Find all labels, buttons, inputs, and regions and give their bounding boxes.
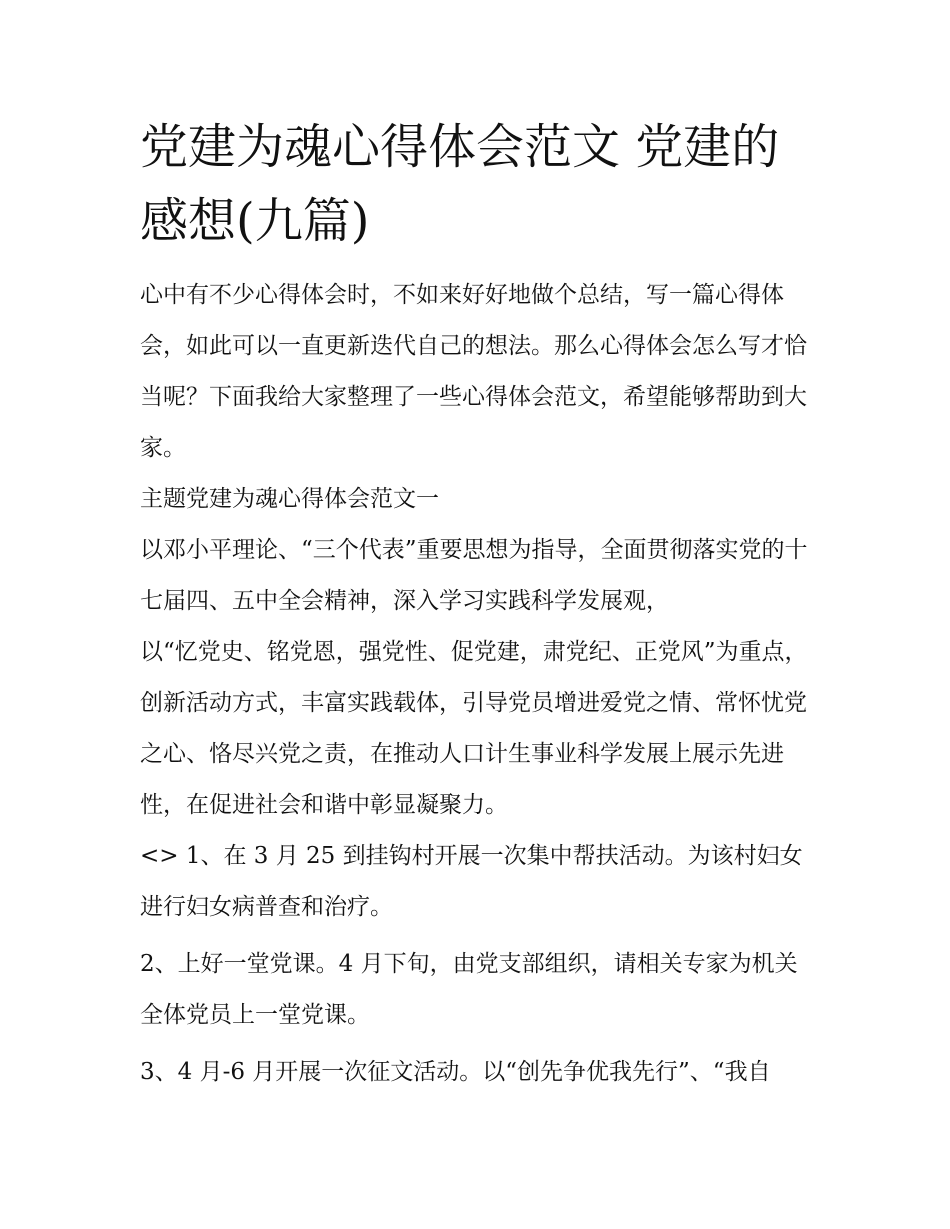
item-1-paragraph: <> 1、在 3 月 25 到挂钩村开展一次集中帮扶活动。为该村妇女进行妇女病普查和治疗。 — [140, 843, 803, 920]
document-title: 党建为魂心得体会范文 党建的感想(九篇) — [140, 119, 780, 249]
item-2-paragraph: 2、上好一堂党课。4 月下旬，由党支部组织，请相关专家为机关全体党员上一堂党课。 — [140, 951, 798, 1028]
document-page — [140, 110, 820, 1098]
guiding-paragraph: 以邓小平理论、“三个代表”重要思想为指导，全面贯彻落实党的十七届四、五中全会精神，深入学习实践科学发展观， — [140, 537, 808, 614]
item-3-paragraph: 3、4 月-6 月开展一次征文活动。以“创先争优我先行”、“我自 — [140, 1059, 771, 1085]
section-heading: 主题党建为魂心得体会范文一 — [140, 486, 439, 512]
focus-paragraph: 以“忆党史、铭党恩，强党性、促党建，肃党纪、正党风”为重点，创新活动方式，丰富实践载体，引导党员增进爱党之情、常怀忧党之心、恪尽兴党之责，在推动人口计生事业科学发展上展示先进性，在促进社会和谐中彰显凝聚力。 — [140, 639, 808, 818]
intro-paragraph: 心中有不少心得体会时，不如来好好地做个总结，写一篇心得体会，如此可以一直更新迭代自己的想法。那么心得体会怎么写才恰当呢？下面我给大家整理了一些心得体会范文，希望能够帮助到大家。 — [140, 282, 807, 461]
